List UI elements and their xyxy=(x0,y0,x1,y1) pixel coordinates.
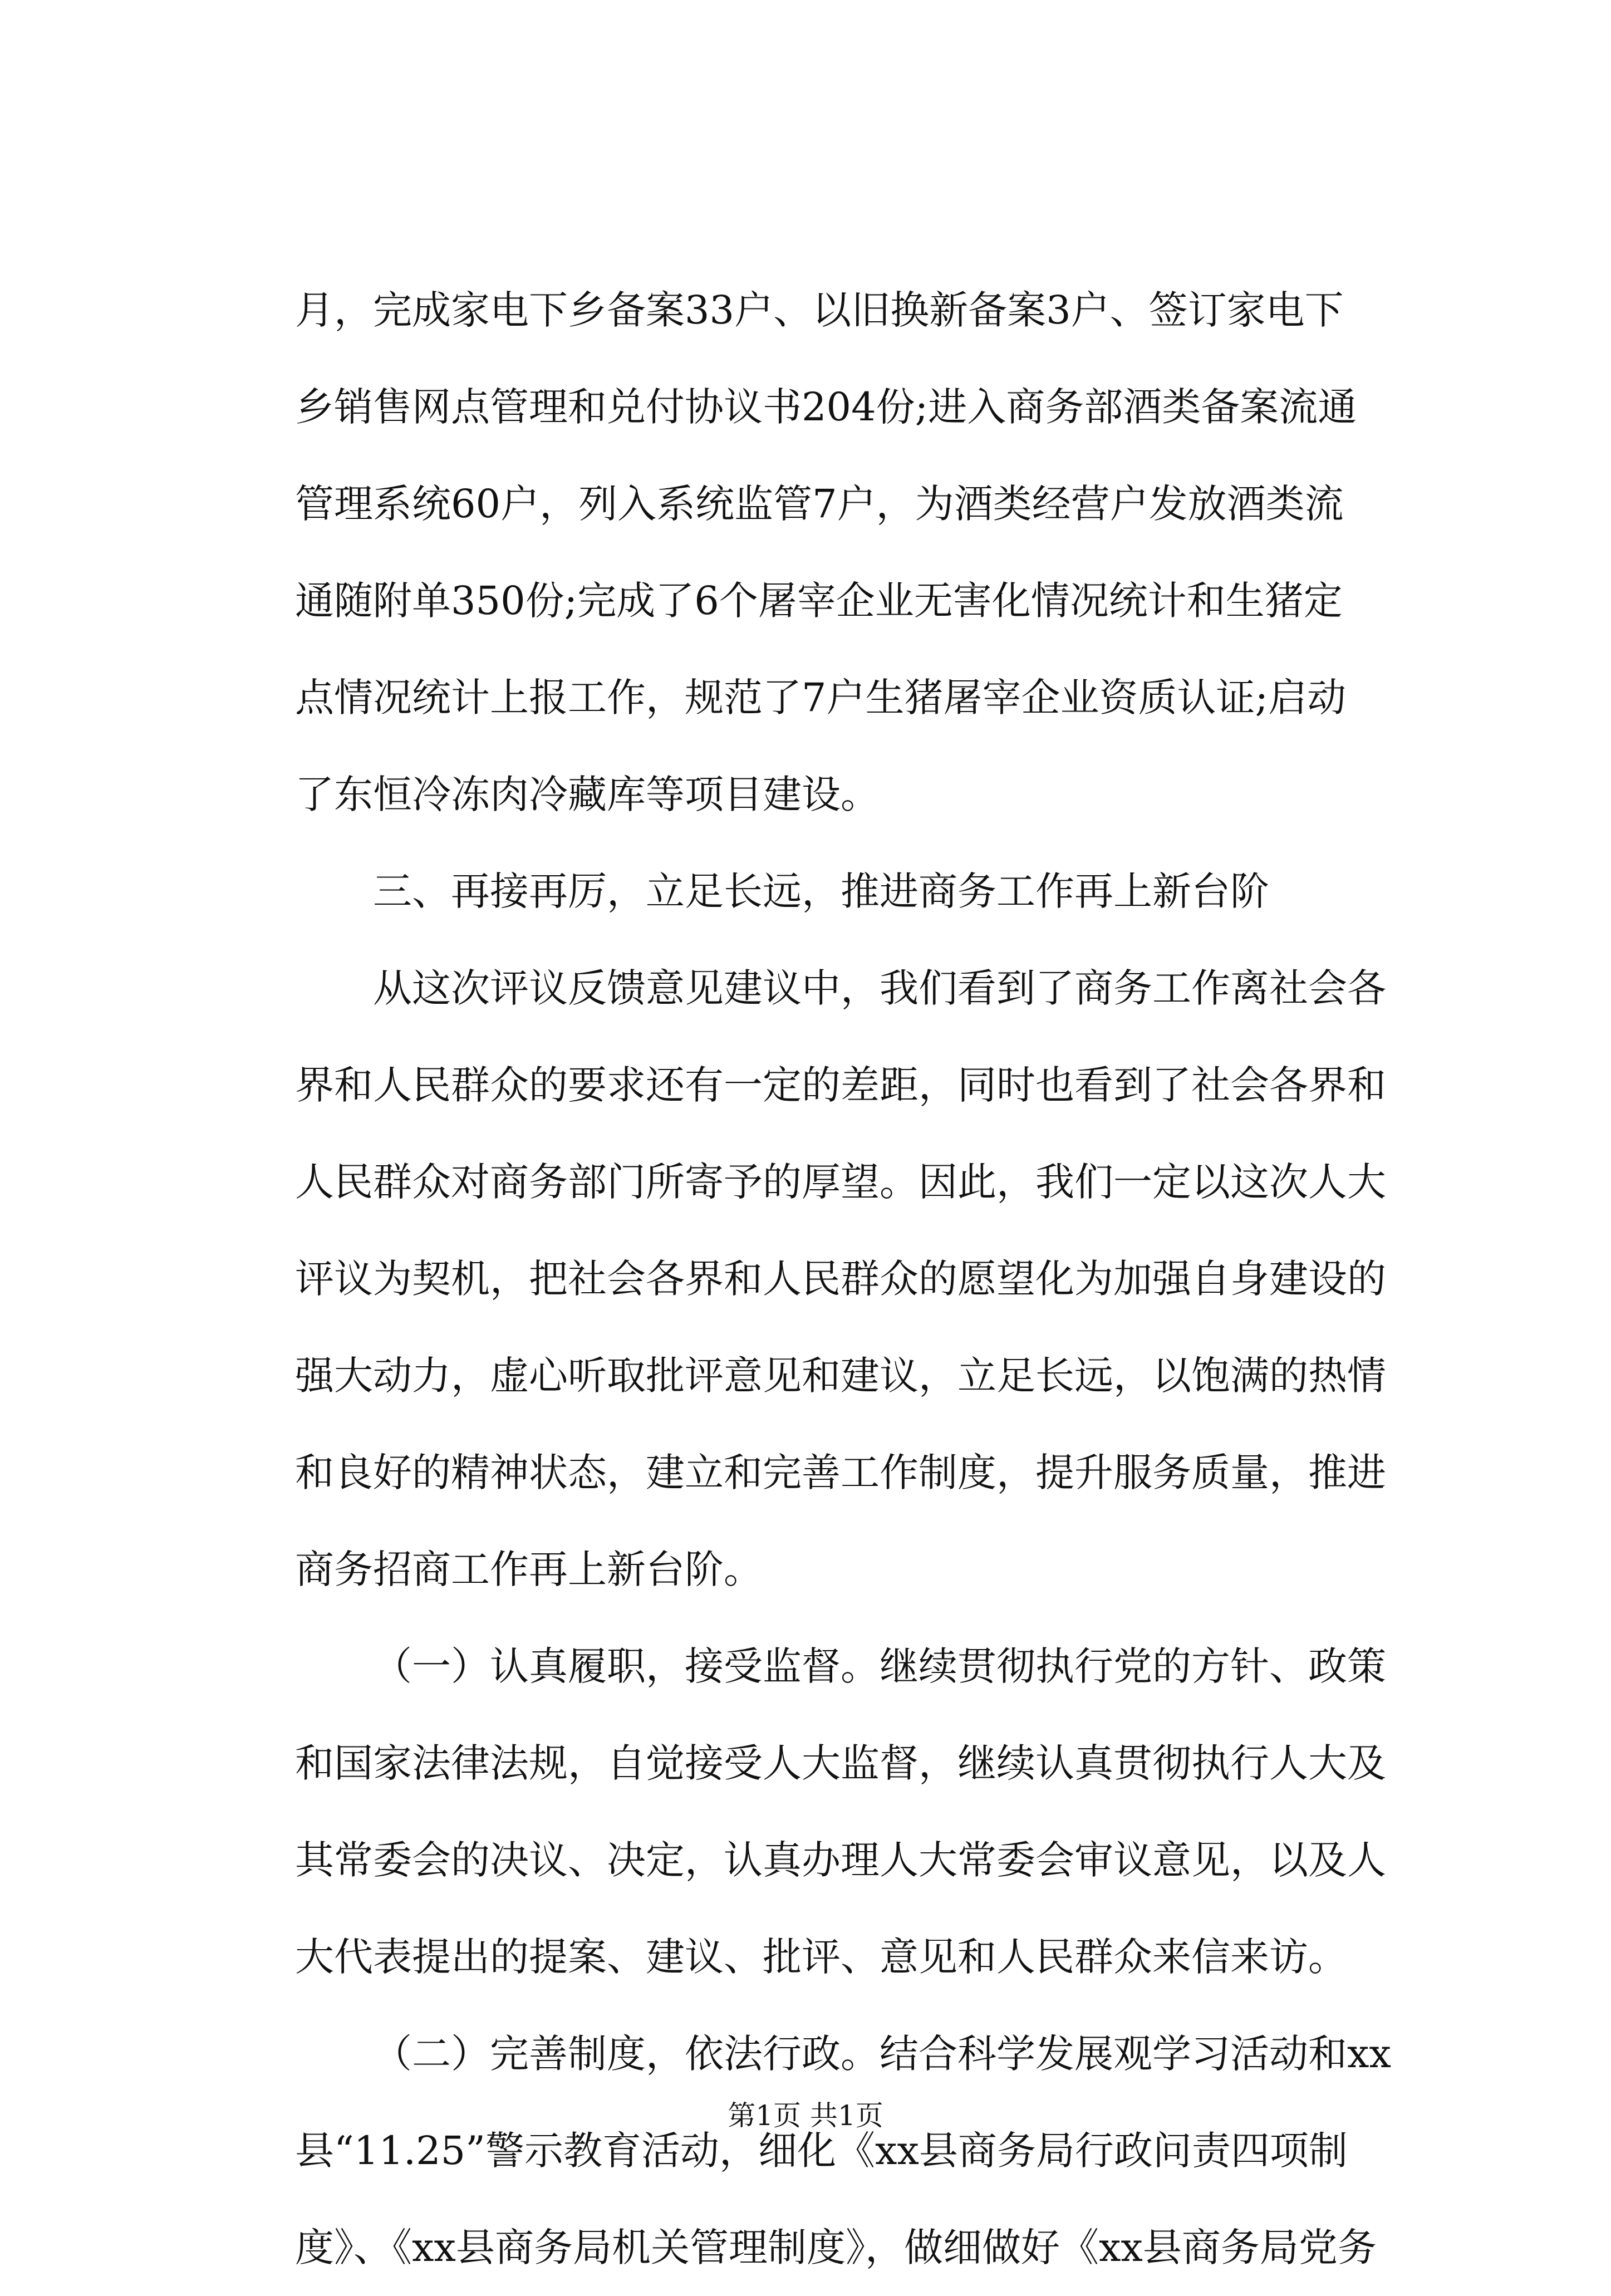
text-line: 通随附单350份;完成了6个屠宰企业无害化情况统计和生猪定 xyxy=(295,578,1343,624)
text-line: 度》、《xx县商务局机关管理制度》，做细做好《xx县商务局党务 xyxy=(295,2225,1377,2270)
text-line: 大代表提出的提案、建议、批评、意见和人民群众来信来访。 xyxy=(295,1934,1347,1980)
text-line: 人民群众对商务部门所寄予的厚望。因此，我们一定以这次人大 xyxy=(295,1159,1386,1205)
document-body xyxy=(295,262,1397,2296)
page-footer xyxy=(0,2093,1611,2138)
text-line: 从这次评议反馈意见建议中，我们看到了商务工作离社会各 xyxy=(373,965,1386,1011)
text-line: 界和人民群众的要求还有一定的差距，同时也看到了社会各界和 xyxy=(295,1062,1386,1108)
text-line: 和良好的精神状态，建立和完善工作制度，提升服务质量，推进 xyxy=(295,1450,1386,1495)
text-line: 乡销售网点管理和兑付协议书204份;进入商务部酒类备案流通 xyxy=(295,384,1357,430)
text-line: 其常委会的决议、决定，认真办理人大常委会审议意见，以及人 xyxy=(295,1837,1386,1883)
text-line: 和国家法律法规，自觉接受人大监督，继续认真贯彻执行人大及 xyxy=(295,1740,1386,1786)
text-line: 了东恒冷冻肉冷藏库等项目建设。 xyxy=(295,772,880,817)
page-number-label: 第1页 共1页 xyxy=(728,2099,883,2132)
text-line: 商务招商工作再上新台阶。 xyxy=(295,1547,763,1592)
section-heading: 三、再接再厉，立足长远，推进商务工作再上新台阶 xyxy=(373,869,1269,914)
text-line: （二）完善制度，依法行政。结合科学发展观学习活动和xx xyxy=(373,2031,1391,2077)
text-line: 评议为契机，把社会各界和人民群众的愿望化为加强自身建设的 xyxy=(295,1256,1386,1302)
text-line: 管理系统60户，列入系统监管7户，为酒类经营户发放酒类流 xyxy=(295,481,1344,527)
text-line: （一）认真履职，接受监督。继续贯彻执行党的方针、政策 xyxy=(373,1643,1386,1689)
text-line: 点情况统计上报工作，规范了7户生猪屠宰企业资质认证;启动 xyxy=(295,675,1347,720)
text-line: 月，完成家电下乡备案33户、以旧换新备案3户、签订家电下 xyxy=(295,287,1344,333)
text-line: 县“11.25”警示教育活动，细化《xx县商务局行政问责四项制 xyxy=(295,2128,1348,2174)
text-line: 强大动力，虚心听取批评意见和建议，立足长远，以饱满的热情 xyxy=(295,1353,1386,1399)
